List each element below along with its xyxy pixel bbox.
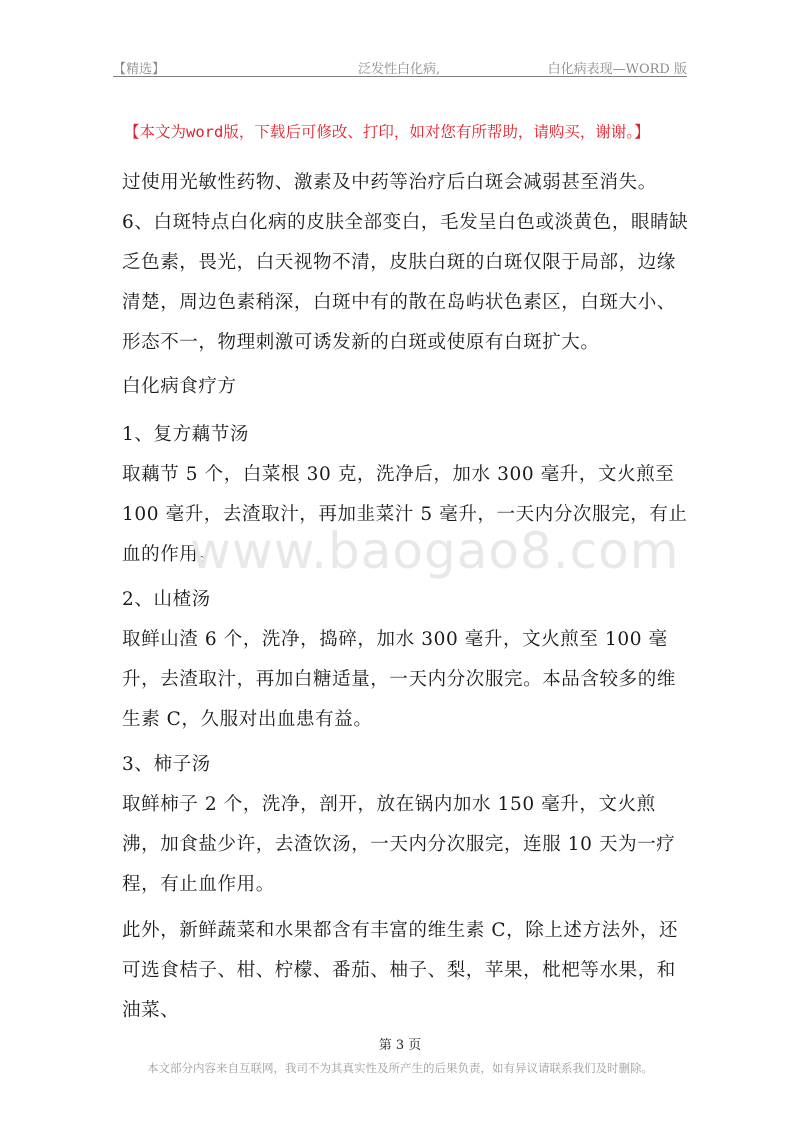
- watermark: www.baogao8.com: [190, 522, 680, 580]
- page-header: [113, 56, 687, 77]
- header-left-label: 【精选】: [113, 62, 166, 77]
- header-center-label: 泛发性白化病,: [358, 62, 441, 77]
- paragraph-2: 6、白斑特点白化病的皮肤全部变白，毛发呈白色或淡黄色，眼睛缺乏色素，畏光，白天视物不清，皮肤白斑的白斑仅限于局部，边缘清楚，周边色素稍深，白斑中有的散在岛屿状色素区，白斑大小、形态不一，物理刺激可诱发新的白斑或使原有白斑扩大。: [122, 212, 689, 353]
- recipe-3-title: 3、柿子汤: [122, 754, 211, 775]
- page-number: 第 3 页: [378, 1038, 422, 1053]
- download-notice: 【本文为word版，下载后可修改、打印，如对您有所帮助，请购买，谢谢。】: [124, 123, 650, 141]
- recipe-2-text: 取鲜山渣 6 个，洗净，捣碎，加水 300 毫升，文火煎至 100 毫升，去渣取汁，再加白糖适量，一天内分次服完。本品含较多的维生素 C，久服对出血患有益。: [122, 629, 676, 730]
- recipe-2-title: 2、山楂汤: [122, 589, 211, 610]
- closing-paragraph: 此外，新鲜蔬菜和水果都含有丰富的维生素 C，除上述方法外，还可选食桔子、柑、柠檬、番茄、柚子、梨，苹果，枇杷等水果，和油菜、: [122, 920, 679, 1021]
- section-heading: 白化病食疗方: [122, 376, 237, 397]
- paragraph-1: 过使用光敏性药物、激素及中药等治疗后白斑会减弱甚至消失。: [122, 172, 657, 193]
- footer-disclaimer: 本文部分内容来自互联网，我司不为其真实性及所产生的后果负责，如有异议请联系我们及时删除。: [147, 1061, 653, 1075]
- recipe-1-text: 取藕节 5 个，白菜根 30 克，洗净后，加水 300 毫升，文火煎至 100 毫升，去渣取汁，再加韭菜汁 5 毫升，一天内分次服完，有止血的作用。: [122, 464, 688, 565]
- header-right-label: 白化病表现—WORD 版: [547, 62, 687, 77]
- recipe-3-text: 取鲜柿子 2 个，洗净，剖开，放在锅内加水 150 毫升，文火煎沸，加食盐少许，去渣饮汤，一天内分次服完，连服 10 天为一疗程，有止血作用。: [122, 794, 676, 895]
- recipe-1-title: 1、复方藕节汤: [122, 424, 249, 445]
